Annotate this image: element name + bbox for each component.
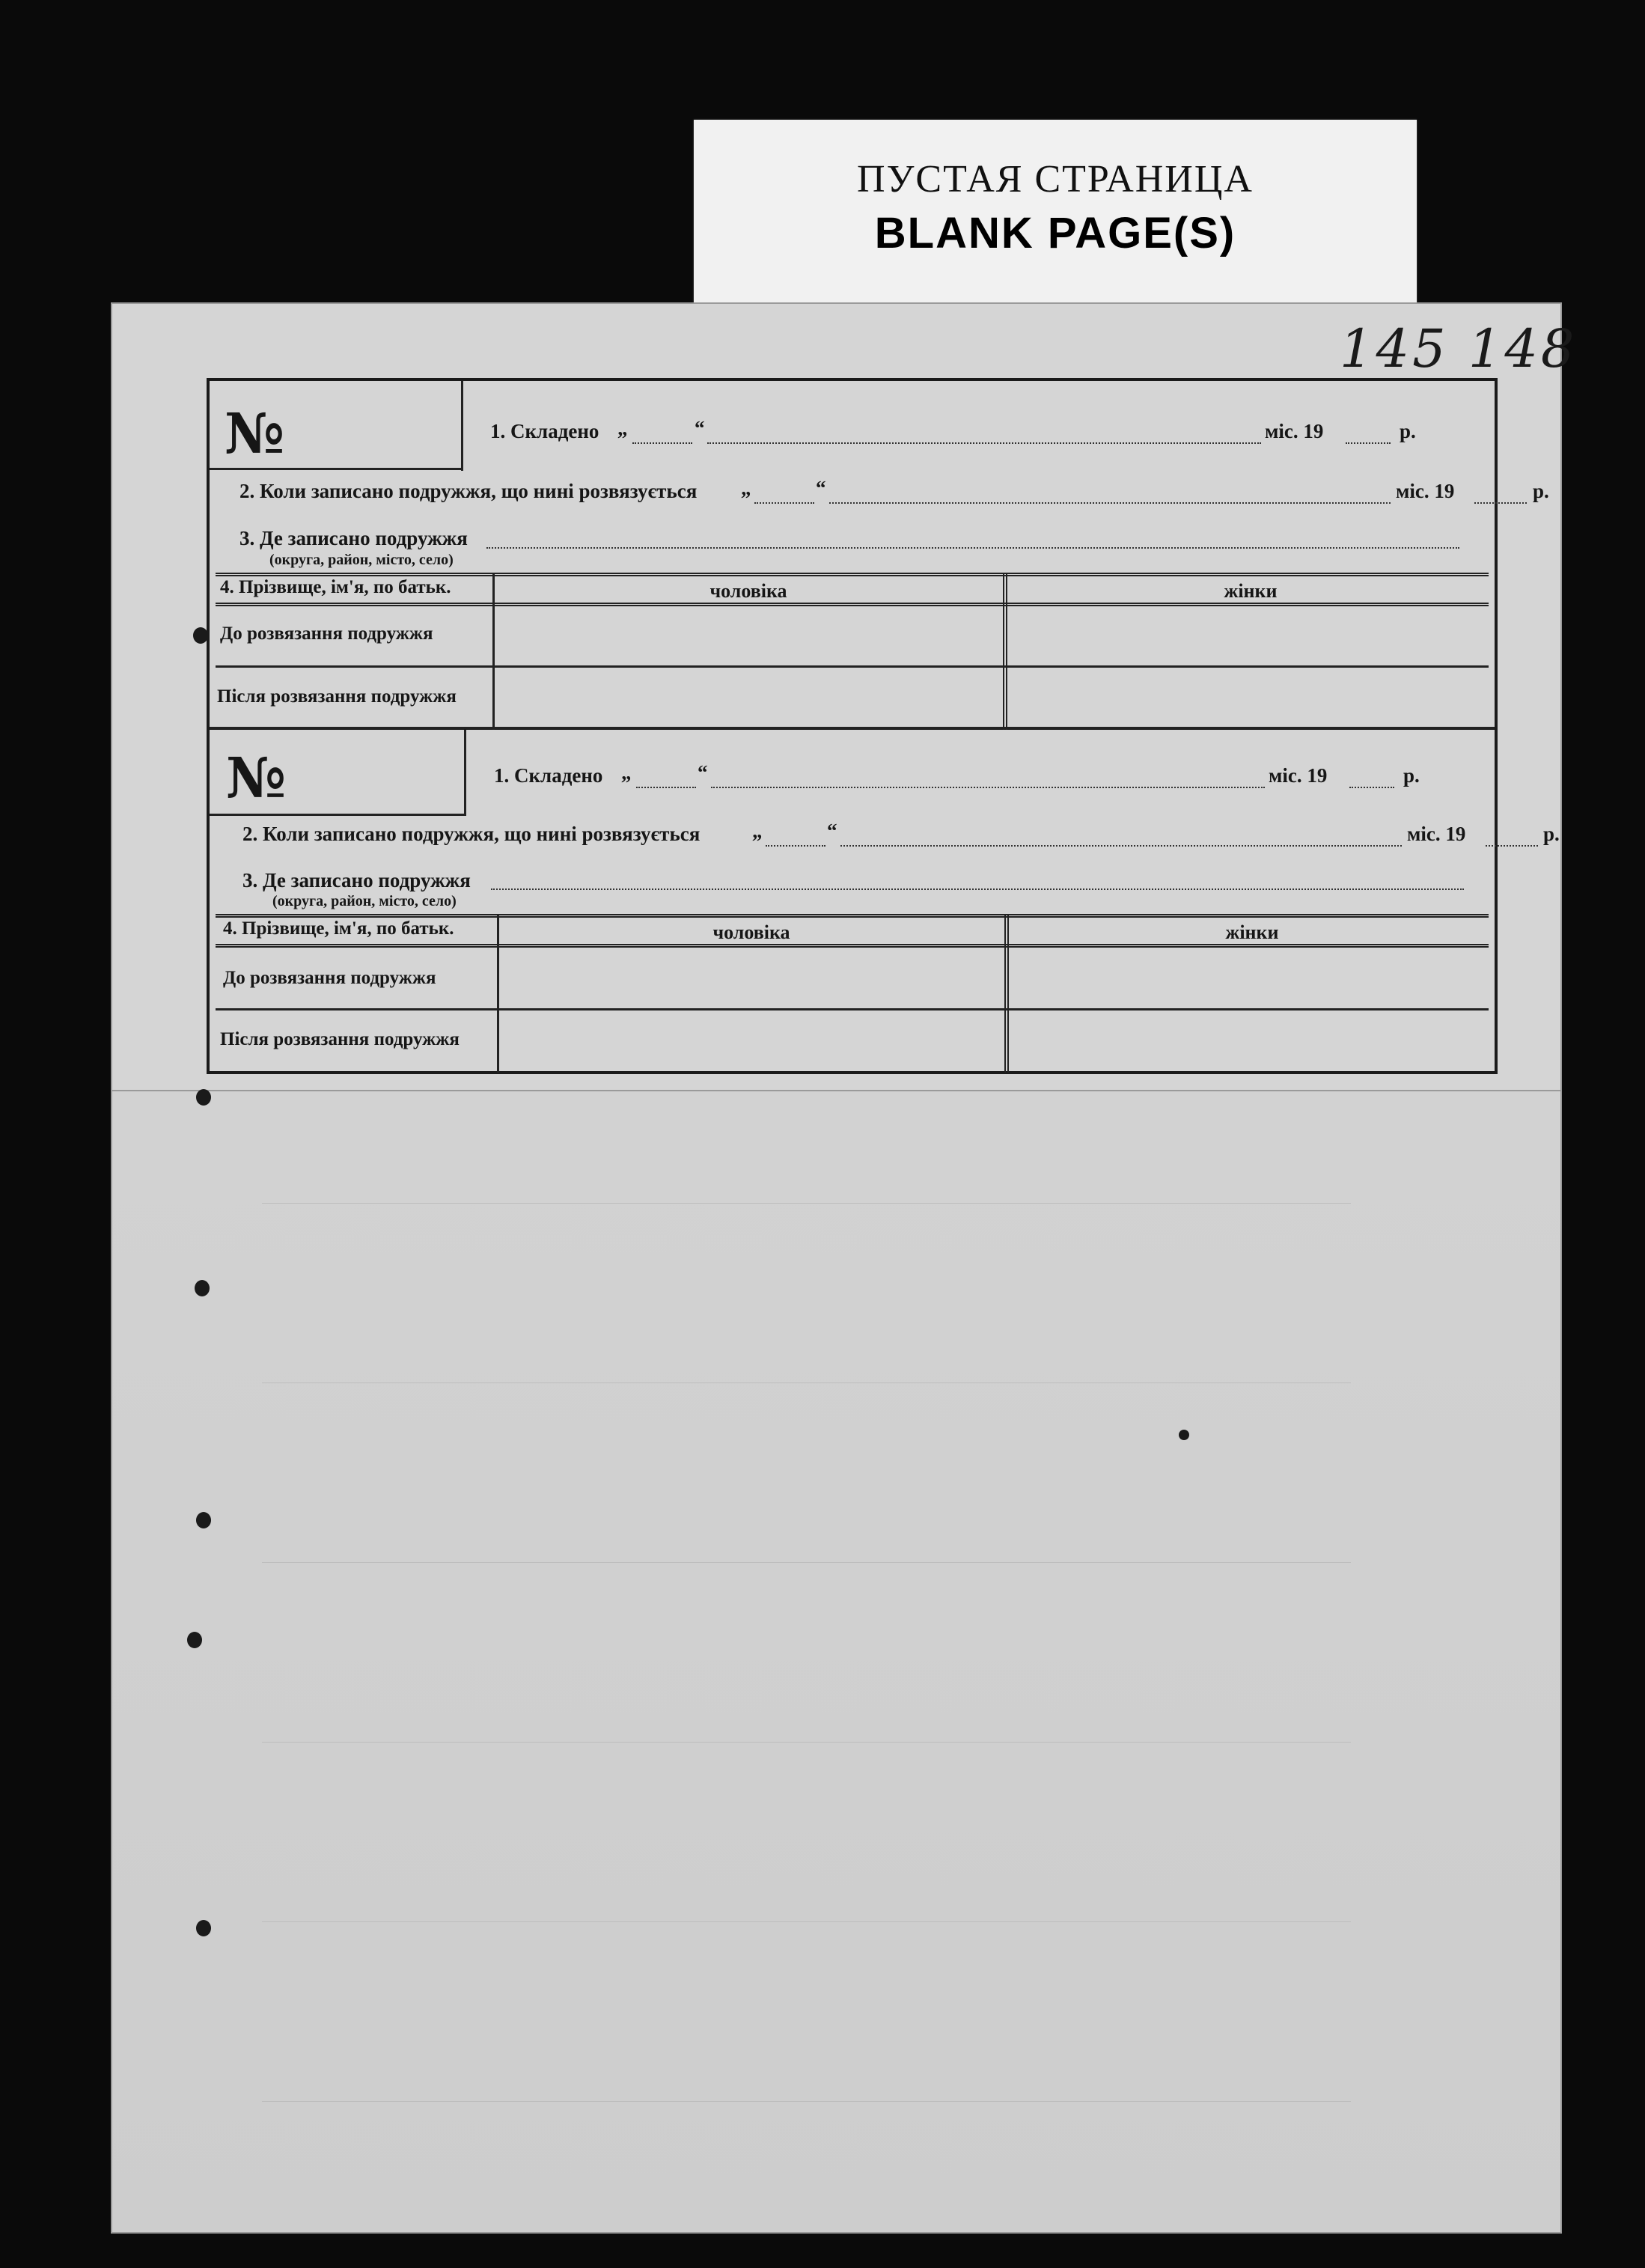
- divider: [216, 573, 1489, 576]
- month-blank[interactable]: [829, 502, 1391, 504]
- line3-sublabel: (округа, район, місто, село): [269, 552, 454, 568]
- line2-label: 2. Коли записано подружжя, що нині розвязується: [242, 823, 701, 845]
- day-blank[interactable]: [632, 442, 692, 444]
- faint-line: [262, 1921, 1351, 1922]
- quote: „: [752, 820, 763, 842]
- line1-label: 1. Складено: [494, 764, 603, 787]
- col-wife: жінки: [1224, 580, 1278, 602]
- number-sign: №: [226, 746, 287, 811]
- line2-month: міс. 19: [1407, 823, 1466, 845]
- quote: “: [698, 761, 708, 784]
- divider: [216, 1008, 1489, 1010]
- line3-label: 3. Де записано подружжя: [242, 869, 471, 891]
- lower-blank-sheet: [111, 1082, 1562, 2234]
- month-blank[interactable]: [711, 787, 1265, 788]
- blank-page-banner: [694, 120, 1417, 307]
- row-after: Після розвязання подружжя: [220, 1029, 460, 1049]
- place-blank[interactable]: [491, 888, 1464, 890]
- line1-label: 1. Складено: [490, 420, 599, 442]
- quote: “: [827, 820, 837, 842]
- month-blank[interactable]: [707, 442, 1261, 444]
- number-sign: №: [225, 402, 285, 466]
- table-header-name: 4. Прізвище, ім'я, по батьк.: [223, 918, 454, 939]
- row-before: До розвязання подружжя: [220, 624, 433, 644]
- year-blank[interactable]: [1474, 502, 1527, 504]
- place-blank[interactable]: [486, 547, 1459, 549]
- year-blank[interactable]: [1349, 787, 1394, 788]
- row-before: До розвязання подружжя: [223, 968, 436, 988]
- line1-year: р.: [1400, 420, 1416, 442]
- punch-hole: [196, 1920, 211, 1936]
- quote: “: [695, 417, 705, 439]
- col-wife: жінки: [1225, 921, 1279, 943]
- col-husband: чоловіка: [712, 921, 790, 943]
- col-husband: чоловіка: [709, 580, 787, 602]
- faint-line: [262, 2101, 1351, 2102]
- line1-month: міс. 19: [1265, 420, 1324, 442]
- day-blank[interactable]: [754, 502, 814, 504]
- faint-line: [262, 1203, 1351, 1204]
- table-header-name: 4. Прізвище, ім'я, по батьк.: [220, 577, 451, 597]
- line2-year: р.: [1543, 823, 1560, 845]
- divider: [216, 914, 1489, 918]
- day-blank[interactable]: [766, 845, 825, 847]
- line3-label: 3. Де записано подружжя: [239, 527, 468, 549]
- banner-english-text: BLANK PAGE(S): [874, 209, 1236, 257]
- divider: [461, 381, 463, 471]
- line2-month: міс. 19: [1396, 480, 1455, 502]
- line2-year: р.: [1533, 480, 1549, 502]
- divorce-record-form-1: [207, 378, 1549, 730]
- quote: “: [816, 477, 826, 499]
- line1-year: р.: [1403, 764, 1420, 787]
- row-after: Після розвязання подружжя: [217, 686, 457, 707]
- line2-label: 2. Коли записано подружжя, що нині розвязується: [239, 480, 698, 502]
- quote: „: [621, 761, 632, 784]
- divider: [210, 727, 1495, 729]
- punch-hole: [196, 1089, 211, 1106]
- quote: „: [741, 477, 751, 499]
- faint-line: [262, 1562, 1351, 1563]
- banner-russian-text: ПУСТАЯ СТРАНИЦА: [857, 158, 1254, 201]
- line3-sublabel: (округа, район, місто, село): [272, 893, 457, 909]
- divorce-record-form-2: [207, 730, 1560, 1074]
- quote: „: [617, 417, 628, 439]
- faint-line: [262, 1742, 1351, 1743]
- punch-hole: [187, 1632, 202, 1648]
- year-blank[interactable]: [1486, 845, 1538, 847]
- punch-hole: [195, 1280, 210, 1296]
- divider: [216, 603, 1489, 606]
- divider: [210, 468, 463, 470]
- folio-number: 145 148: [1340, 318, 1578, 379]
- divider: [216, 944, 1489, 948]
- line1-month: міс. 19: [1269, 764, 1328, 787]
- divider: [216, 665, 1489, 668]
- punch-hole: [193, 627, 208, 644]
- day-blank[interactable]: [636, 787, 696, 788]
- year-blank[interactable]: [1346, 442, 1391, 444]
- divider: [210, 814, 466, 816]
- month-blank[interactable]: [840, 845, 1402, 847]
- punch-hole: [196, 1512, 211, 1528]
- ink-dot: [1179, 1430, 1189, 1440]
- divider: [464, 730, 466, 816]
